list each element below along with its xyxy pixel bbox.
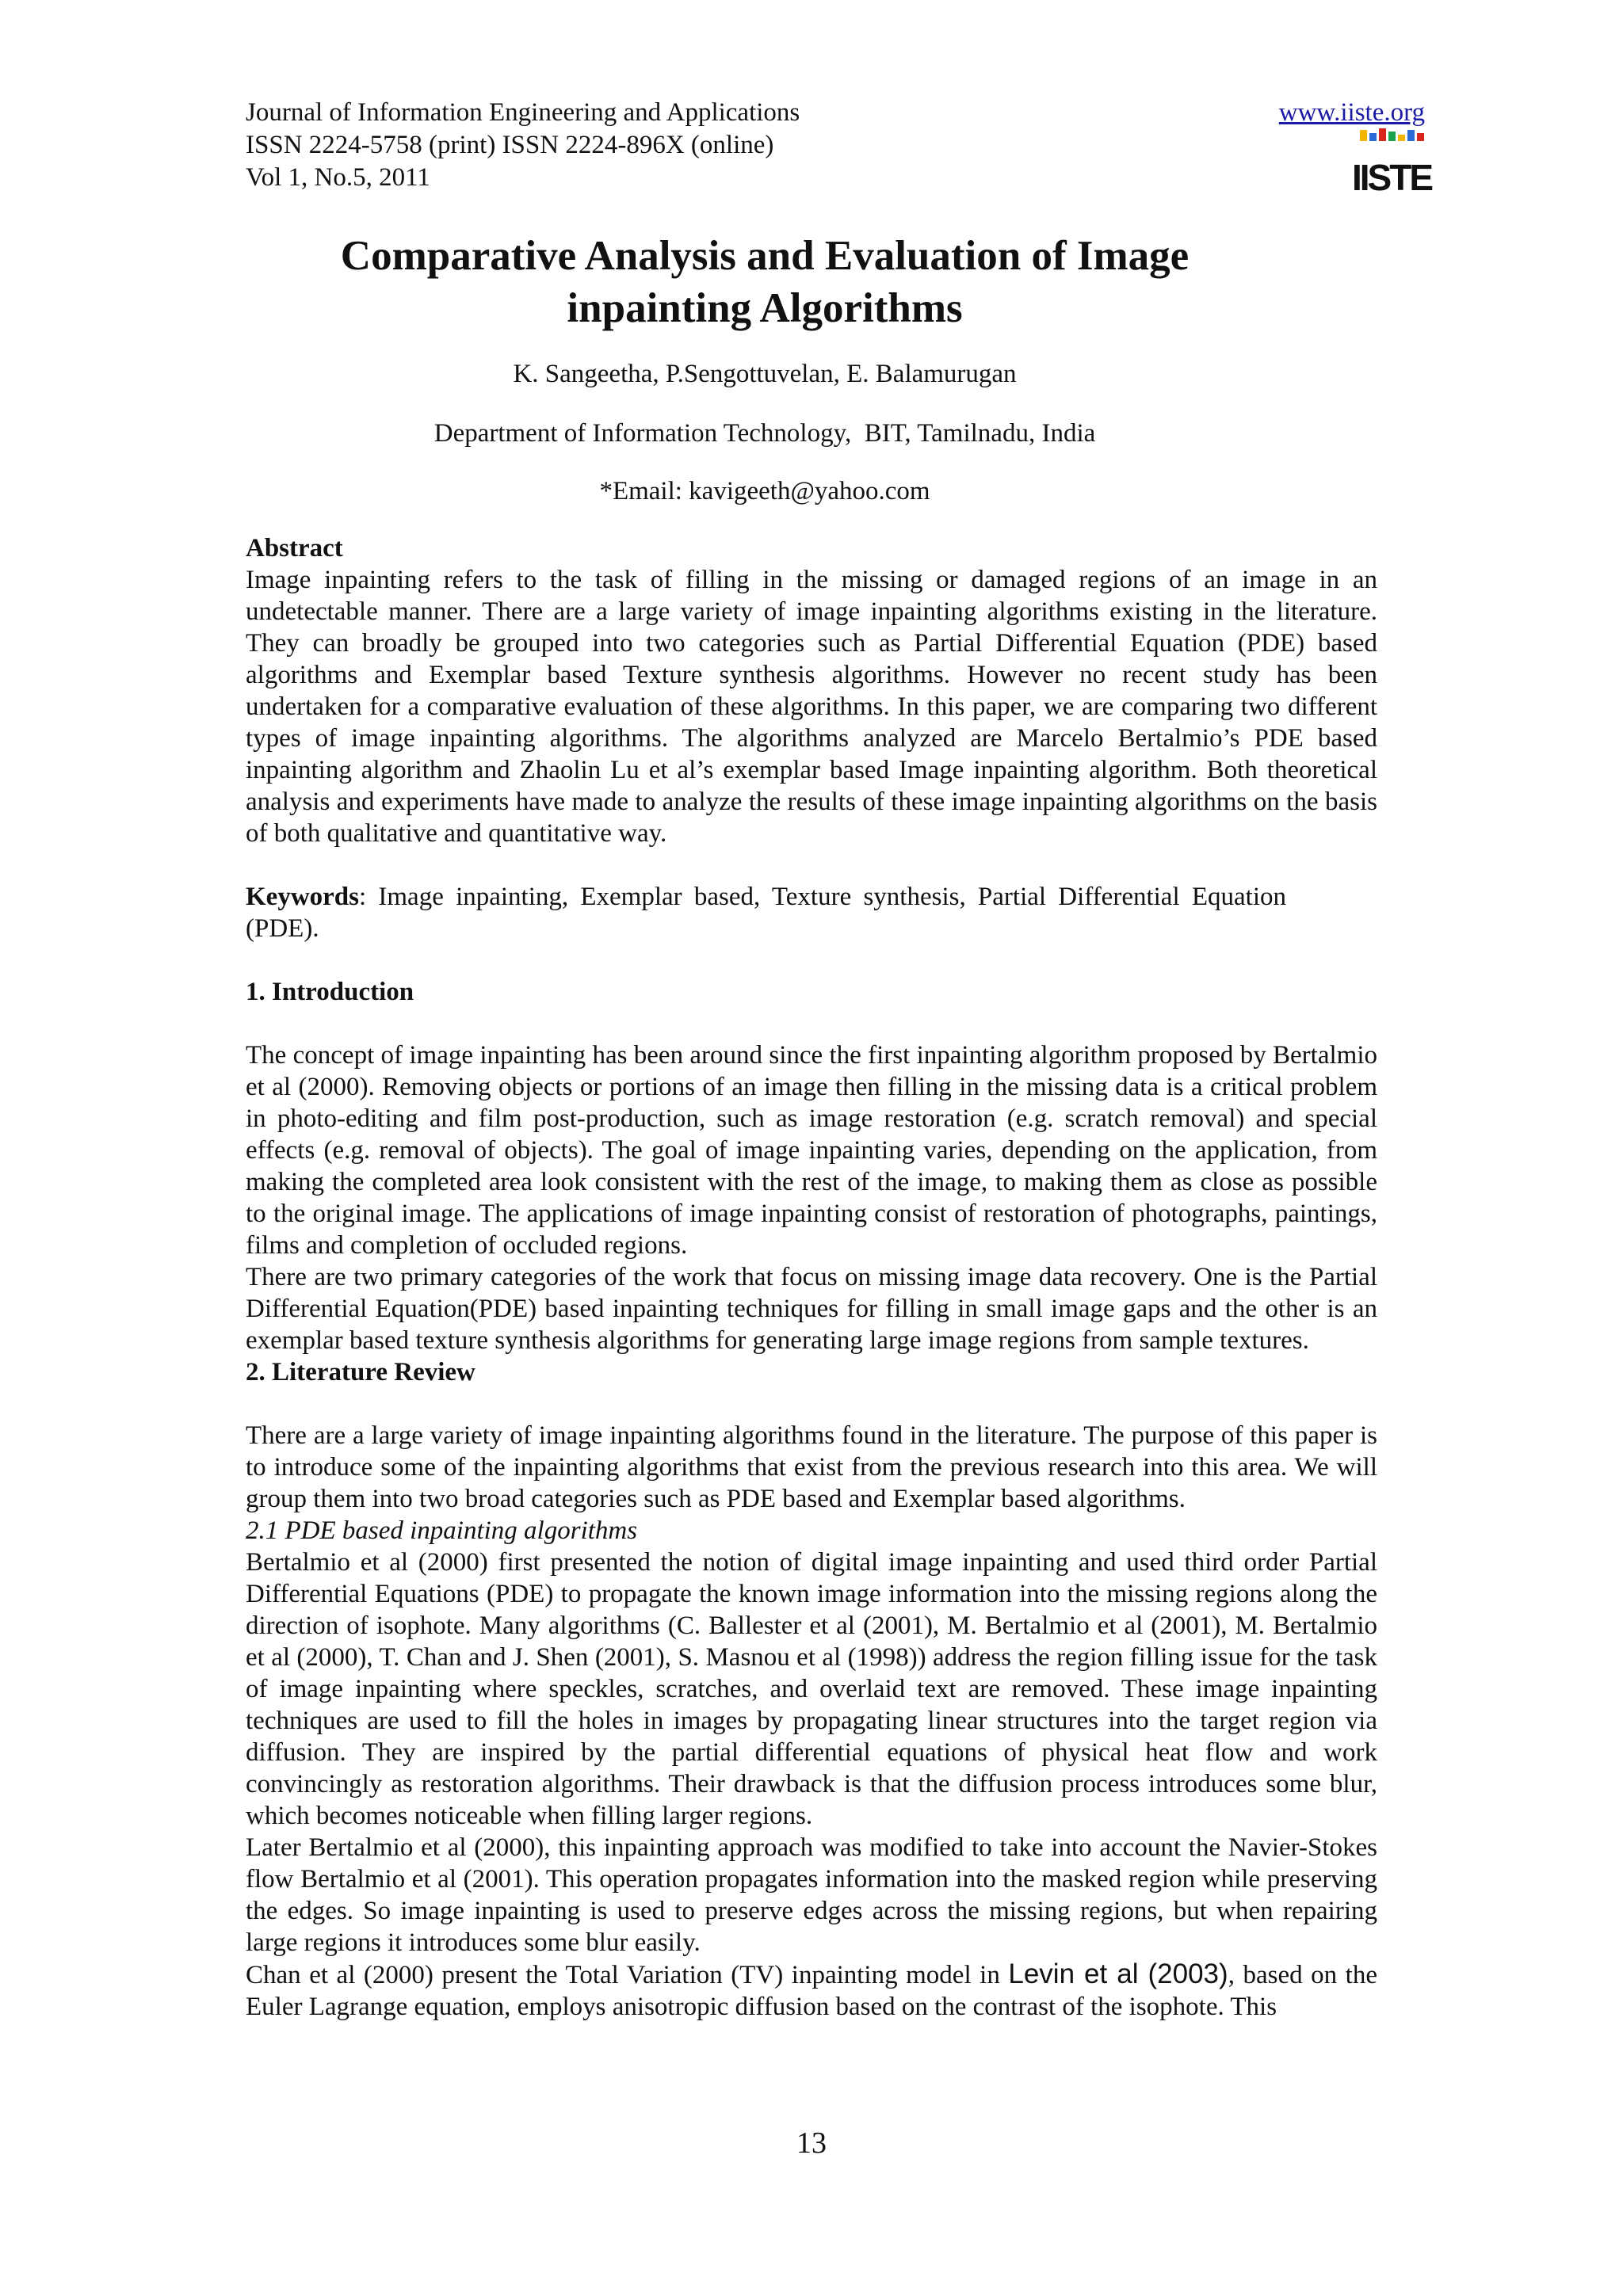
introduction-paragraph-1: The concept of image inpainting has been around since the first inpainting algorithm proposed by Bertalmio et al (2000). Removing objects or portions of an image then filling in the missing data is a critical problem in photo-editing and film post-production, such as image restoration (e.g. scratch removal) and special effects (e.g. removal of objects). The goal of image inpainting varies, depending on the application, from making the completed area look consistent with the rest of the image, to making them as close as possible to the original image. The applications of image inpainting consist of restoration of photographs, paintings, films and completion of occluded regions. [246,1041,1377,1260]
paper-department: Department of Information Technology, BIT, Tamilnadu, India [433,419,1096,448]
paper-title [238,230,1292,334]
iiste-logo [1351,128,1432,198]
introduction-heading: 1. Introduction [246,978,414,1006]
paper-authors: K. Sangeetha, P.Sengottuvelan, E. Balamurugan [513,360,1017,388]
keywords [246,881,1377,944]
journal-volume: Vol 1, No.5, 2011 [246,163,430,192]
paper-body [246,532,1377,2023]
paper-email: *Email: kavigeeth@yahoo.com [599,477,930,505]
para4-start: Chan et al (2000) present the Total Variation (TV) inpainting model in [246,1961,1009,1989]
journal-website-link[interactable]: www.iiste.org [1278,98,1425,127]
literature-heading: 2. Literature Review [246,1358,475,1386]
paper-title-line-2: inpainting Algorithms [567,285,963,331]
journal-name: Journal of Information Engineering and Applications [246,98,800,127]
levin-citation: Levin et al (2003) [1008,1958,1228,1989]
journal-header [246,97,1425,194]
keywords-text: : Image inpainting, Exemplar based, Texture synthesis, Partial Differential Equation (PDE). [246,883,1286,943]
literature-paragraph-1: There are a large variety of image inpainting algorithms found in the literature. The purpose of this paper is to introduce some of the inpainting algorithms that exist from the previous research into this area. We will group them into two broad categories such as PDE based and Exemplar based algorithms. [246,1421,1377,1513]
svg-text:IISTE: IISTE [1351,157,1432,198]
literature-paragraph-2: Bertalmio et al (2000) first presented the notion of digital image inpainting and used third order Partial Differential Equations (PDE) to propagate the known image information into the missing regions along the direction of isophote. Many algorithms (C. Ballester et al (2001), M. Bertalmio et al (2001), M. Bertalmio et al (2000), T. Chan and J. Shen (2001), S. Masnou et al (1998)) address the region filling issue for the task of image inpainting where speckles, scratches, and overlaid text are removed. These image inpainting techniques are used to fill the holes in images by propagating linear structures into the target region via diffusion. They are inspired by the partial differential equations of physical heat flow and work convincingly as restoration algorithms. Their drawback is that the diffusion process introduces some blur, which becomes noticeable when filling larger regions. [246,1548,1377,1830]
abstract-heading: Abstract [246,534,343,563]
page-number: 13 [796,2126,827,2160]
introduction-paragraph-2: There are two primary categories of the work that focus on missing image data recovery. One is the Partial Differential Equation(PDE) based inpainting techniques for filling in small image gaps and the other is an exemplar based texture synthesis algorithms for generating large image regions from sample textures. [246,1263,1377,1355]
pde-subheading: 2.1 PDE based inpainting algorithms [246,1516,638,1545]
keywords-label: Keywords [246,883,359,911]
literature-paragraph-4 [246,1958,1377,2023]
para4-end: , based on the Euler Lagrange equation, employs anisotropic diffusion based on the contrast of the isophote. This [246,1961,1377,2021]
abstract-text: Image inpainting refers to the task of filling in the missing or damaged regions of an image in an undetectable manner. There are a large variety of image inpainting algorithms existing in the literature. They can broadly be grouped into two categories such as Partial Differential Equation (PDE) based algorithms and Exemplar based Texture synthesis algorithms. However no recent study has been undertaken for a comparative evaluation of these algorithms. In this paper, we are comparing two different types of image inpainting algorithms. The algorithms analyzed are Marcelo Bertalmio’s PDE based inpainting algorithm and Zhaolin Lu et al’s exemplar based Image inpainting algorithm. Both theoretical analysis and experiments have made to analyze the results of these image inpainting algorithms on the basis of both qualitative and quantitative way. [246,566,1377,848]
paper-title-line-1: Comparative Analysis and Evaluation of Image [340,233,1190,279]
journal-issn: ISSN 2224-5758 (print) ISSN 2224-896X (online) [246,131,774,159]
literature-paragraph-3: Later Bertalmio et al (2000), this inpainting approach was modified to take into account the Navier-Stokes flow Bertalmio et al (2001). This operation propagates information into the masked region while preserving the edges. So image inpainting is used to preserve edges across the missing regions, but when repairing large regions it introduces some blur easily. [246,1833,1377,1957]
